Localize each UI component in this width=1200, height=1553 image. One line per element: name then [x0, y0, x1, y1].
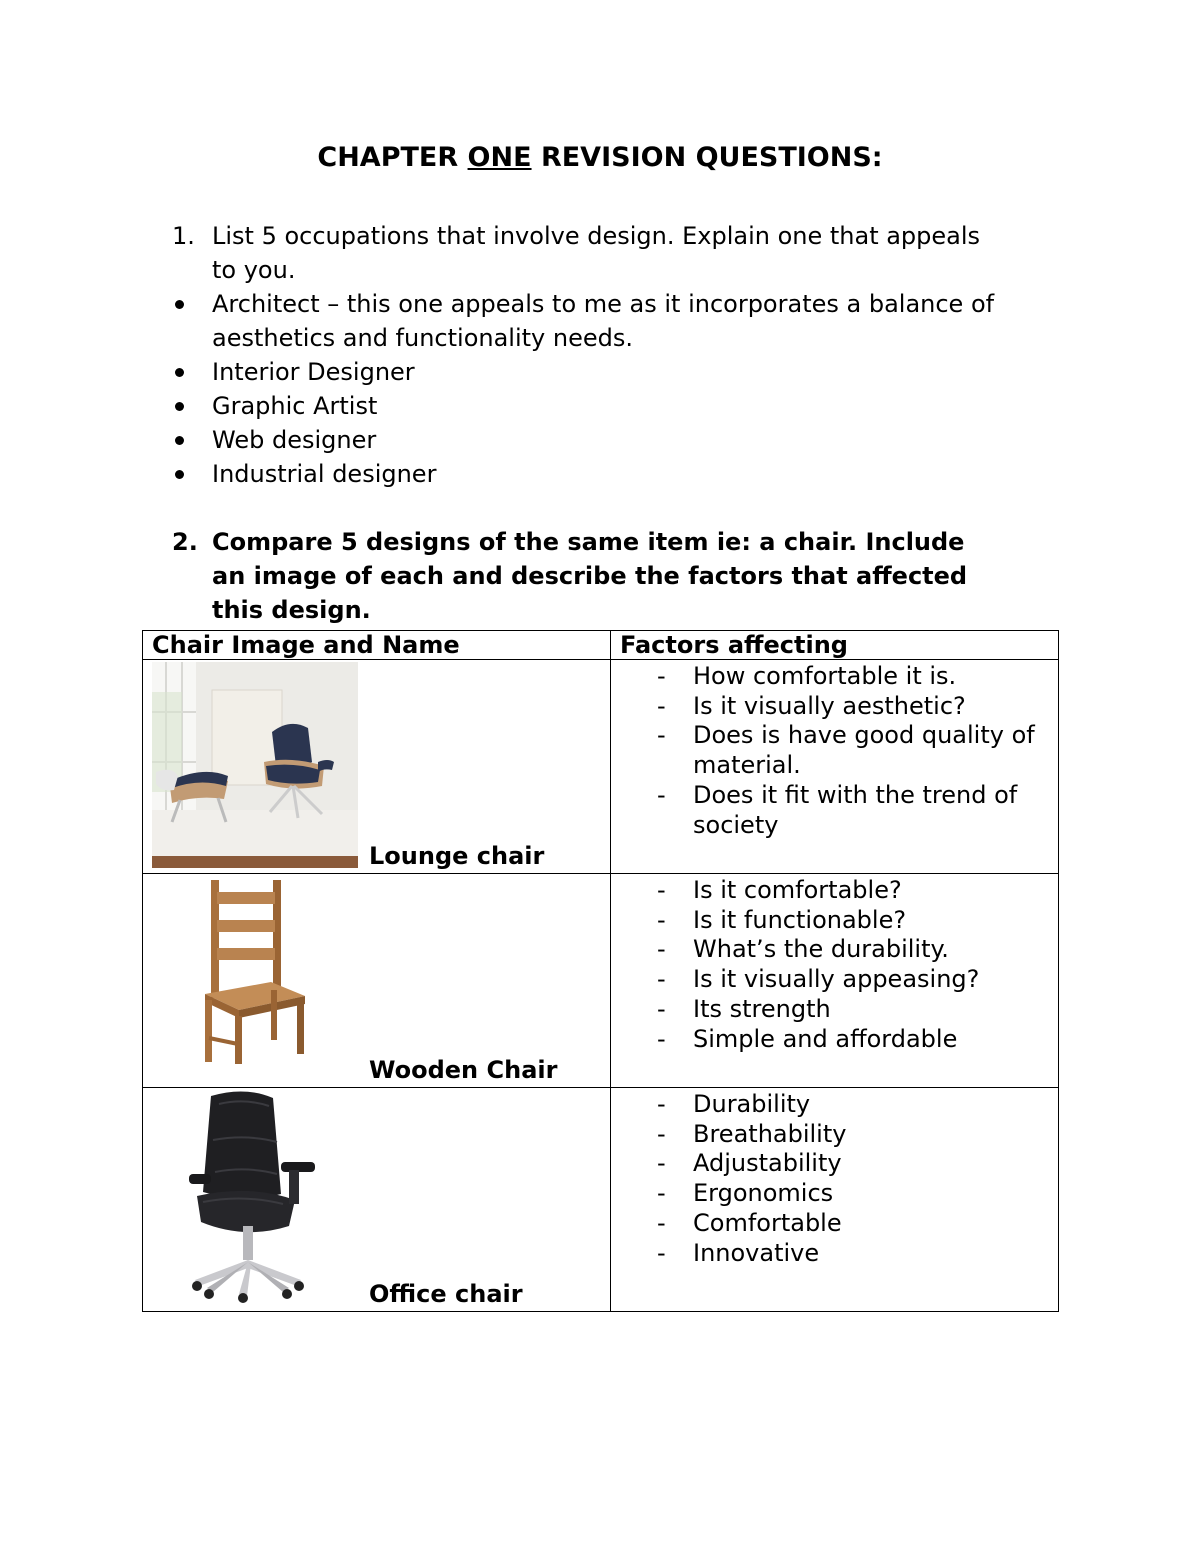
header-factors: Factors affecting [611, 631, 1059, 660]
list-item: - Is it visually aesthetic? [657, 691, 966, 720]
table-row [143, 1088, 1059, 1312]
factors-cell [611, 1088, 1059, 1312]
title-underlined-word: ONE [467, 142, 532, 173]
list-item: Industrial designer [172, 457, 1072, 491]
wooden-chair-photo-icon [201, 878, 311, 1066]
list-item: - Is it functionable? [657, 905, 907, 934]
factors-list [611, 1088, 1058, 1268]
list-item: - Comfortable [657, 1208, 842, 1237]
question-2 [172, 525, 1072, 627]
table-row [143, 874, 1059, 1088]
factors-list [611, 660, 1058, 840]
table-header-row [143, 631, 1059, 660]
list-item: Interior Designer [172, 355, 1072, 389]
list-item: - How comfortable it is. [657, 662, 957, 690]
factors-cell [611, 660, 1059, 874]
lounge-chair-photo-icon [152, 662, 358, 868]
chair-cell [143, 660, 611, 874]
list-item: - Its strength [657, 994, 831, 1023]
list-item: - Does is have good quality of [657, 721, 1035, 750]
chair-name-wooden: Wooden Chair [369, 1056, 558, 1084]
list-item: - Breathability [657, 1119, 847, 1148]
list-item: - Is it visually appeasing? [657, 965, 980, 994]
list-item: - What’s the durability. [657, 935, 949, 964]
question-number: 1. [172, 222, 195, 250]
header-chair-image-name: Chair Image and Name [143, 631, 611, 660]
bullet-icon [175, 300, 184, 309]
question-number: 2. [172, 528, 198, 556]
question-1-text: 1. List 5 occupations that involve design. Explain one that appeals to you. [172, 219, 1072, 287]
list-item: - Durability [657, 1090, 811, 1118]
list-item: - Ergonomics [657, 1179, 834, 1208]
list-item: - Does it fit with the trend of [657, 780, 1018, 809]
chairs-table [142, 630, 1059, 1312]
table-row [143, 660, 1059, 874]
question-2-text: 2. Compare 5 designs of the same item ie: a chair. Include an image of each and describe the factors that affected this design. [172, 525, 1072, 627]
list-item-continuation: society [693, 810, 779, 839]
chair-cell [143, 874, 611, 1088]
factors-list [611, 874, 1058, 1054]
bullet-icon [175, 436, 184, 445]
list-item-continuation: material. [693, 751, 801, 780]
chair-name-office: Office chair [369, 1280, 523, 1308]
list-item: Web designer [172, 423, 1072, 457]
bullet-icon [175, 368, 184, 377]
list-item: - Innovative [657, 1238, 820, 1267]
list-item: - Adjustability [657, 1149, 842, 1178]
chair-cell [143, 1088, 611, 1312]
office-chair-photo-icon [183, 1088, 333, 1304]
bullet-icon [175, 470, 184, 479]
chair-name-lounge: Lounge chair [369, 842, 545, 870]
factors-cell [611, 874, 1059, 1088]
page-title: CHAPTER ONE REVISION QUESTIONS: [317, 142, 883, 173]
question-1 [172, 219, 1072, 491]
list-item: Graphic Artist [172, 389, 1072, 423]
list-item: - Simple and affordable [657, 1024, 958, 1053]
list-item: - Is it comfortable? [657, 876, 902, 904]
bullet-icon [175, 402, 184, 411]
list-item: Architect – this one appeals to me as it incorporates a balance of aesthetics and functionality needs. [172, 287, 1072, 355]
